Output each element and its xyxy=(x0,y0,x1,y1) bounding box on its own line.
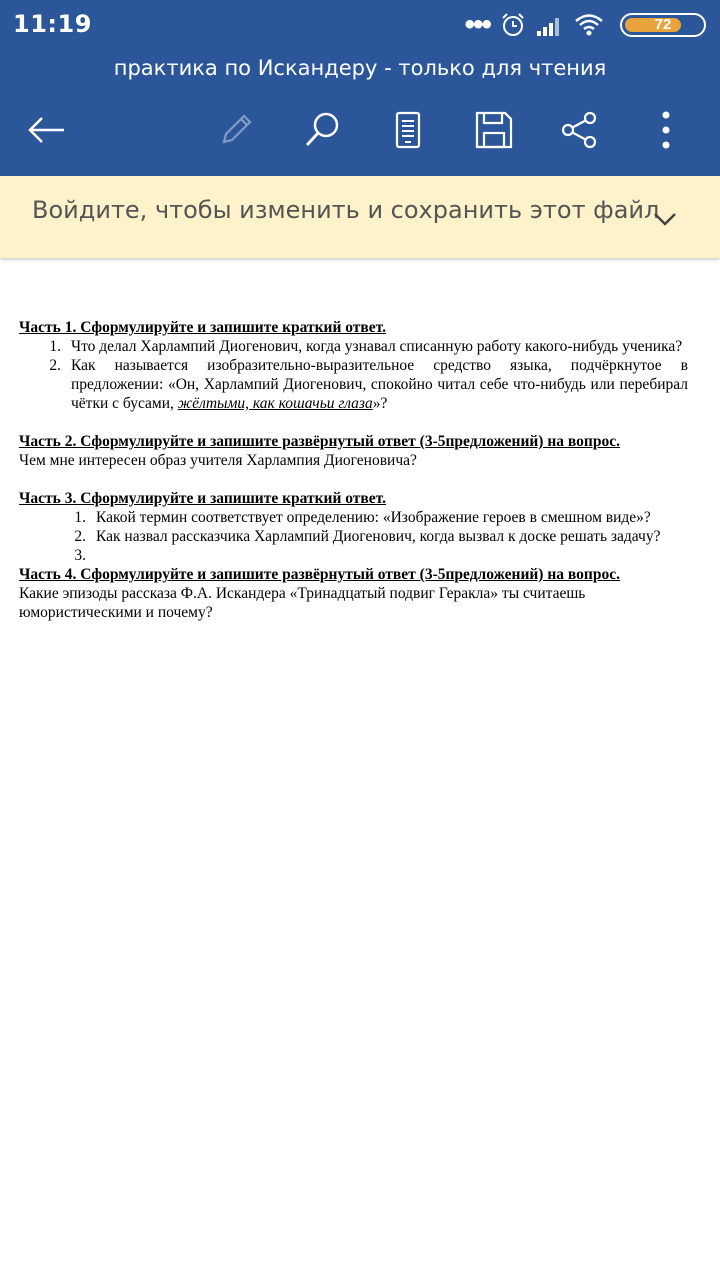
back-button[interactable] xyxy=(20,104,72,156)
wifi-icon xyxy=(574,13,604,37)
underlined-phrase: жёлтыми, как кошачьи глаза xyxy=(177,395,373,412)
save-button[interactable] xyxy=(468,104,520,156)
more-options-button[interactable] xyxy=(640,104,692,156)
list-item: 3. xyxy=(74,547,86,564)
app-bar xyxy=(0,0,720,176)
reading-view-button[interactable] xyxy=(382,104,434,156)
edit-pencil-icon xyxy=(216,110,256,150)
part1-heading: Часть 1. Сформулируйте и запишите краткий ответ. xyxy=(19,319,386,336)
search-icon xyxy=(302,110,342,150)
battery-level: 72 xyxy=(654,16,672,33)
share-button[interactable] xyxy=(553,104,605,156)
share-icon xyxy=(559,110,599,150)
part2-question: Чем мне интересен образ учителя Харлампия Диогеновича? xyxy=(19,452,417,469)
search-button[interactable] xyxy=(296,104,348,156)
part3-heading: Часть 3. Сформулируйте и запишите краткий ответ. xyxy=(19,490,386,507)
status-icons xyxy=(464,10,706,40)
save-icon xyxy=(475,111,513,149)
more-vertical-icon xyxy=(660,110,672,150)
list-item: 1. Что делал Харлампий Диогенович, когда узнавал списанную работу какого-нибудь ученика? xyxy=(49,338,683,355)
list-item: 2. Как назвал рассказчика Харлампий Диогенович, когда вызвал к доске решать задачу? xyxy=(74,528,661,545)
sign-in-banner-text: Войдите, чтобы изменить и сохранить этот файл xyxy=(32,196,660,224)
document-body xyxy=(19,318,688,622)
toolbar xyxy=(0,104,720,156)
document-title: практика по Искандеру - только для чтения xyxy=(113,56,607,80)
part4-heading: Часть 4. Сформулируйте и запишите развёрнутый ответ (3-5предложений) на вопрос. xyxy=(19,566,620,583)
part4-question: Какие эпизоды рассказа Ф.А. Искандера «Тринадцатый подвиг Геракла» ты считаешь юмористическими и почему? xyxy=(19,585,586,621)
sign-in-banner[interactable] xyxy=(0,176,720,258)
chevron-down-icon[interactable] xyxy=(650,206,680,230)
list-item: 1. Какой термин соответствует определению: «Изображение героев в смешном виде»? xyxy=(74,509,651,526)
more-notifications-icon: ••• xyxy=(464,8,490,41)
reading-view-icon xyxy=(394,111,422,149)
edit-button[interactable] xyxy=(210,104,262,156)
list-item: 2. Как называется изобразительно-выразительное средство языка, подчёркнутое в предложении: «Он, Харлампий Диогенович, спокойно читал себе что-нибудь или перебирал чётки с бусами, жёлтыми, как кошачьи глаза»? xyxy=(49,357,688,412)
alarm-icon xyxy=(500,12,526,38)
battery-icon xyxy=(620,13,706,37)
part2-heading: Часть 2. Сформулируйте и запишите развёрнутый ответ (3-5предложений) на вопрос. xyxy=(19,433,620,450)
status-bar xyxy=(0,0,720,50)
status-time: 11:19 xyxy=(13,10,92,38)
back-arrow-icon xyxy=(26,115,66,145)
signal-icon xyxy=(536,13,564,37)
